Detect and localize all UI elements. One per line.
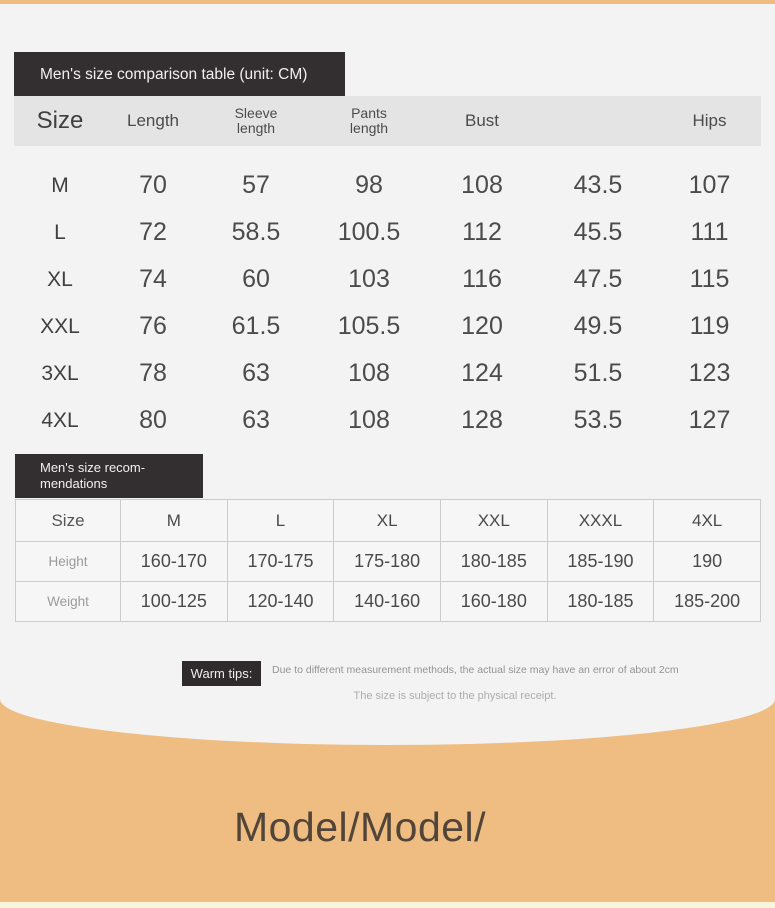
bottom-strip (0, 902, 775, 908)
value-cell: 105.5 (337, 312, 401, 340)
value-cell: 103 (348, 265, 390, 293)
value-cell: 58.5 (231, 218, 281, 246)
recommendation-banner-line2: mendations (40, 476, 108, 491)
value-cell: 98 (355, 171, 383, 199)
value-cell: 100.5 (337, 218, 401, 246)
recommendation-header-row (16, 500, 761, 542)
weight-value: 100-125 (121, 582, 228, 622)
value-cell: 49.5 (573, 312, 623, 340)
weight-label: Weight (16, 582, 121, 622)
value-cell: 47.5 (573, 265, 623, 293)
size-cell: 4XL (41, 408, 79, 432)
value-cell: 116 (462, 265, 502, 293)
value-cell: 111 (690, 218, 729, 246)
size-cell: 3XL (41, 361, 79, 385)
weight-value: 140-160 (334, 582, 441, 622)
receipt-note: The size is subject to the physical receipt. (353, 690, 557, 702)
rec-header-l: L (227, 500, 334, 542)
header-hips: Hips (692, 111, 727, 130)
weight-value: 120-140 (227, 582, 334, 622)
rec-header-xl: XL (334, 500, 441, 542)
recommendation-banner (15, 454, 203, 498)
height-value: 170-175 (227, 542, 334, 582)
value-cell: 112 (462, 218, 502, 246)
value-cell: 119 (689, 312, 730, 340)
header-size: Size (36, 107, 84, 134)
value-cell: 78 (139, 359, 167, 387)
value-cell: 127 (688, 406, 731, 434)
recommendation-table (15, 499, 761, 622)
warm-tips-label: Warm tips: (190, 666, 253, 681)
size-cell: XXL (40, 314, 80, 338)
value-cell: 45.5 (573, 218, 623, 246)
value-cell: 51.5 (573, 359, 623, 387)
weight-value: 180-185 (547, 582, 654, 622)
value-cell: 57 (242, 171, 270, 199)
height-value: 180-185 (440, 542, 547, 582)
height-value: 175-180 (334, 542, 441, 582)
rec-header-size: Size (16, 500, 121, 542)
value-cell: 80 (139, 406, 167, 434)
value-cell: 43.5 (573, 171, 623, 199)
rec-header-xxxl: XXXL (547, 500, 654, 542)
value-cell: 120 (461, 312, 503, 340)
value-cell: 63 (242, 359, 270, 387)
value-cell: 107 (688, 171, 731, 199)
size-cell: L (54, 220, 66, 244)
height-value: 185-190 (547, 542, 654, 582)
weight-value: 160-180 (440, 582, 547, 622)
value-cell: 108 (348, 406, 390, 434)
value-cell: 124 (461, 359, 503, 387)
weight-row (16, 582, 761, 622)
value-cell: 128 (461, 406, 503, 434)
rec-header-m: M (121, 500, 228, 542)
header-pants-length: Pants length (349, 104, 389, 136)
size-table-body (14, 162, 761, 444)
warm-tips-note: Due to different measurement methods, the actual size may have an error of about 2cm (272, 664, 679, 676)
weight-value: 185-200 (654, 582, 761, 622)
rec-header-4xl: 4XL (654, 500, 761, 542)
value-cell: 115 (689, 265, 730, 293)
value-cell: 53.5 (573, 406, 623, 434)
header-bust: Bust (464, 111, 500, 130)
size-table-banner (14, 52, 345, 97)
value-cell: 76 (139, 312, 167, 340)
warm-tips-badge (182, 661, 261, 686)
value-cell: 60 (242, 265, 270, 293)
value-cell: 72 (139, 218, 167, 246)
value-cell: 61.5 (231, 312, 281, 340)
size-cell: M (51, 173, 69, 197)
height-value: 160-170 (121, 542, 228, 582)
model-caption: Model/Model/ (233, 804, 487, 850)
size-cell: XL (47, 267, 73, 291)
value-cell: 70 (139, 171, 167, 199)
value-cell: 74 (139, 265, 167, 293)
size-table-banner-label: Men's size comparison table (unit: CM) (40, 65, 308, 83)
header-sleeve-length: Sleeve length (234, 104, 278, 136)
value-cell: 63 (242, 406, 270, 434)
value-cell: 108 (461, 171, 503, 199)
size-table-header-row (14, 96, 761, 146)
recommendation-banner-line1: Men's size recom- (40, 459, 146, 475)
height-label: Height (16, 542, 121, 582)
height-row (16, 542, 761, 582)
rec-header-xxl: XXL (440, 500, 547, 542)
value-cell: 123 (688, 359, 731, 387)
header-length: Length (127, 111, 179, 130)
value-cell: 108 (348, 359, 390, 387)
height-value: 190 (654, 542, 761, 582)
